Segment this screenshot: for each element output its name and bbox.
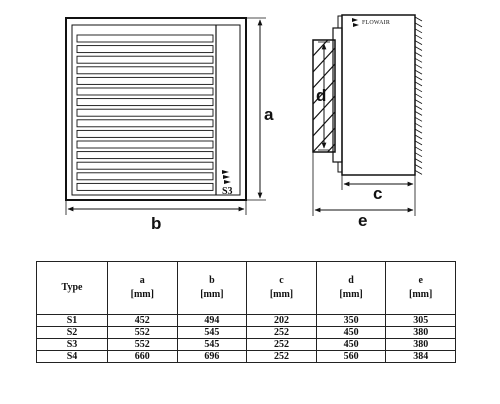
cell-d: 450 [316,339,386,351]
header-b: b [mm] [177,262,247,315]
dimension-b-label: b [151,214,162,233]
fin-line [415,100,422,104]
fin-line [415,17,422,21]
dimension-e [313,152,415,230]
cell-b: 545 [177,339,247,351]
fin-line [415,170,422,174]
cell-c: 252 [247,327,317,339]
table-row [37,315,456,327]
cell-e: 305 [386,315,456,327]
cell-d: 560 [316,351,386,363]
cell-type: S4 [37,351,108,363]
louver-slat [77,162,213,169]
fin-line [415,41,422,45]
cell-e: 380 [386,327,456,339]
fin-line [415,111,422,115]
fin-line [415,35,422,39]
louver-slat [77,88,213,95]
fin-line [415,135,422,139]
table-row [37,327,456,339]
table-row [37,339,456,351]
louver-slat [77,183,213,190]
table-header-row [37,262,456,315]
fin-line [415,129,422,133]
cell-c: 252 [247,339,317,351]
header-e: e [mm] [386,262,456,315]
header-c: c [mm] [247,262,317,315]
cell-c: 202 [247,315,317,327]
dimension-e-label: e [358,211,368,230]
louver-slat [77,109,213,116]
dimension-a [246,18,274,200]
louver-slat [77,67,213,74]
header-a: a [mm] [108,262,178,315]
fin-line [415,153,422,157]
side-view [313,15,422,200]
cell-e: 384 [386,351,456,363]
cell-b: 545 [177,327,247,339]
header-type: Type [37,262,108,315]
fin-line [415,117,422,121]
fin-line [415,52,422,56]
louver-slat [77,56,213,63]
brand-label: FLOWAIR [362,20,391,26]
louver-slat [77,35,213,42]
fin-line [415,106,422,110]
louver-slat [77,152,213,159]
fin-line [415,70,422,74]
louver-slat [77,141,213,148]
side-fins [415,17,422,174]
louver-slat [77,173,213,180]
cell-type: S2 [37,327,108,339]
fin-line [415,147,422,151]
cell-type: S3 [37,339,108,351]
front-view [66,18,246,200]
cell-c: 252 [247,351,317,363]
fin-line [415,29,422,33]
hatch-line [313,176,335,200]
cell-d: 450 [316,327,386,339]
hatch-line [313,160,335,184]
louver-slat [77,77,213,84]
table-row [37,351,456,363]
dimensions-table [36,261,456,363]
dimension-d-label: d [316,86,327,105]
cell-d: 350 [316,315,386,327]
fin-line [415,58,422,62]
cell-b: 696 [177,351,247,363]
dimension-d [316,42,330,150]
cell-a: 452 [108,315,178,327]
cell-a: 552 [108,327,178,339]
fin-line [415,82,422,86]
fin-line [415,94,422,98]
model-label: S3 [222,186,233,197]
fin-line [415,159,422,163]
dimension-b [66,200,246,233]
fin-line [415,88,422,92]
cell-type: S1 [37,315,108,327]
fin-line [415,64,422,68]
logo-icon [222,170,231,184]
louver-slat [77,99,213,106]
brand-logo-icon [352,18,359,27]
fin-line [415,23,422,27]
side-body [342,15,415,175]
cell-b: 494 [177,315,247,327]
fin-line [415,123,422,127]
cell-a: 660 [108,351,178,363]
louver-slat [77,130,213,137]
cell-a: 552 [108,339,178,351]
cell-e: 380 [386,339,456,351]
header-d: d [mm] [316,262,386,315]
hatch-line [313,16,335,40]
louver-slat [77,46,213,53]
fin-line [415,47,422,51]
dimension-c-label: c [373,184,383,203]
fin-line [415,165,422,169]
dimension-c [342,175,415,203]
fin-line [415,141,422,145]
fin-line [415,76,422,80]
front-louvers [77,35,213,190]
louver-slat [77,120,213,127]
dimension-a-label: a [264,105,274,124]
